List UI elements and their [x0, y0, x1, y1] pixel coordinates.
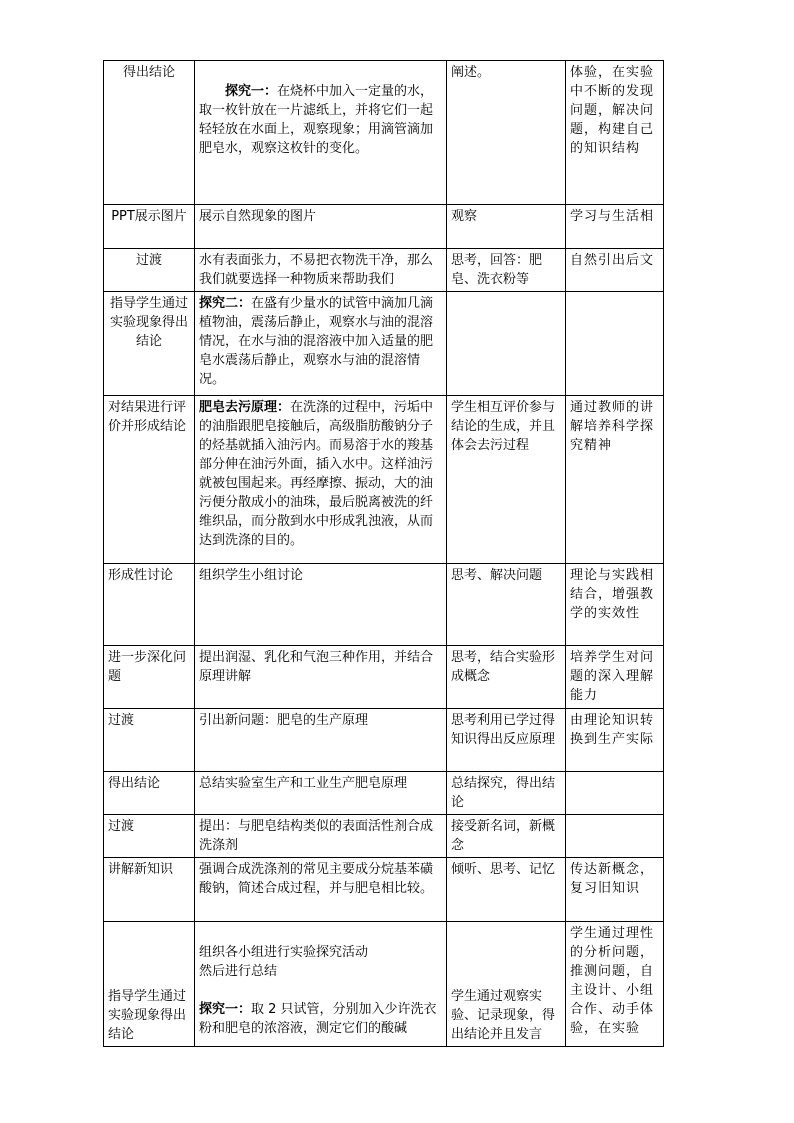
cell-text: 进一步深化问题 — [108, 650, 187, 684]
cell-purpose — [566, 396, 664, 564]
cell-text: 在洗涤的过程中，污垢中的油脂跟肥皂接触后，高级脂肪酸钠分子的烃基就插入油污内。而易溶于水的羧基部分伸在油污外面，插入水中。这样油污就被包围起来。再经摩擦、振动，大的油污便分散成小的油珠，最后脱离被洗的纤维织品，而分散到水中形成乳浊液，从而达到洗涤的目的。 — [199, 400, 434, 548]
cell-text: 学生通过观察实验、记录现象，得出结论并且发言 — [451, 989, 556, 1042]
cell-text: 形成性讨论 — [108, 568, 174, 583]
table-row — [104, 205, 664, 249]
cell-content — [195, 772, 447, 815]
cell-content — [195, 292, 447, 396]
cell-content — [195, 61, 447, 205]
cell-student — [447, 709, 566, 772]
table-row — [104, 858, 664, 922]
cell-text: 提出：与肥皂结构类似的表面活性剂合成洗涤剂 — [199, 819, 434, 853]
cell-text: 体验，在实验中不断的发现问题，解决问题，构建自己的知识结构 — [570, 65, 655, 156]
cell-student — [447, 815, 566, 858]
cell-text: 提出润湿、乳化和气泡三种作用，并结合原理讲解 — [199, 650, 434, 684]
cell-lead: 肥皂去污原理： — [199, 400, 291, 415]
table-row — [104, 249, 664, 292]
cell-text: 由理论知识转换到生产实际 — [570, 713, 655, 747]
cell-text: 过渡 — [108, 713, 135, 728]
cell-text: 引出新问题：肥皂的生产原理 — [199, 713, 369, 728]
cell-text: 展示自然现象的图片 — [199, 209, 317, 224]
cell-text: 总结实验室生产和工业生产肥皂原理 — [199, 776, 408, 791]
cell-text: 强调合成洗涤剂的常见主要成分烷基苯磺酸钠，简述合成过程，并与肥皂相比较。 — [199, 862, 434, 896]
cell-student — [447, 292, 566, 396]
cell-student — [447, 858, 566, 922]
cell-content — [195, 815, 447, 858]
cell-content — [195, 922, 447, 1047]
cell-text: 阐述。 — [451, 65, 491, 80]
cell-text: 自然引出后文 — [570, 253, 655, 268]
cell-text: 得出结论 — [122, 65, 175, 80]
cell-step — [104, 61, 195, 205]
cell-purpose — [566, 922, 664, 1047]
cell-step — [104, 646, 195, 709]
cell-text: 培养学生对问题的深入理解能力 — [570, 650, 655, 703]
cell-text: 得出结论 — [108, 776, 161, 791]
cell-content — [195, 205, 447, 249]
table-row — [104, 646, 664, 709]
cell-intro: 组织各小组进行实验探究活动 — [199, 945, 369, 960]
cell-text: 观察 — [451, 209, 478, 224]
cell-content — [195, 564, 447, 646]
cell-student — [447, 772, 566, 815]
cell-step — [104, 709, 195, 772]
cell-student — [447, 564, 566, 646]
cell-step — [104, 292, 195, 396]
cell-purpose — [566, 709, 664, 772]
cell-text: 讲解新知识 — [108, 862, 174, 877]
cell-text: 学生相互评价参与结论的生成，并且体会去污过程 — [451, 400, 556, 453]
cell-lead: 探究一： — [225, 84, 278, 99]
cell-purpose — [566, 249, 664, 292]
cell-text: PPT展示图片 — [111, 209, 187, 224]
cell-student — [447, 61, 566, 205]
table-row — [104, 292, 664, 396]
cell-lead: 探究一： — [199, 1002, 252, 1017]
cell-content — [195, 858, 447, 922]
cell-text: 思考，结合实验形成概念 — [451, 650, 556, 684]
cell-purpose — [566, 564, 664, 646]
cell-text: 思考利用已学过得知识得出反应原理 — [451, 713, 556, 747]
cell-purpose — [566, 292, 664, 396]
cell-text: 总结探究，得出结论 — [451, 776, 556, 810]
cell-text: 指导学生通过实验现象得出结论 — [108, 989, 187, 1042]
cell-purpose — [566, 646, 664, 709]
cell-step — [104, 249, 195, 292]
table-row — [104, 709, 664, 772]
table-row — [104, 564, 664, 646]
cell-text: 取 2 只试管，分别加入少许洗衣粉和肥皂的浓溶液，测定它们的酸碱 — [199, 1002, 437, 1036]
cell-student — [447, 396, 566, 564]
cell-content — [195, 646, 447, 709]
cell-content — [195, 709, 447, 772]
cell-text: 学习与生活相 — [570, 209, 655, 224]
cell-student — [447, 646, 566, 709]
cell-text: 过渡 — [135, 253, 162, 268]
cell-step — [104, 815, 195, 858]
cell-content — [195, 396, 447, 564]
cell-text: 组织学生小组讨论 — [199, 568, 304, 583]
cell-text: 对结果进行评价并形成结论 — [108, 400, 187, 434]
cell-text: 思考，回答：肥皂、洗衣粉等 — [451, 253, 543, 287]
cell-student — [447, 922, 566, 1047]
cell-step — [104, 396, 195, 564]
table-row — [104, 922, 664, 1047]
cell-text: 思考、解决问题 — [451, 568, 543, 583]
cell-purpose — [566, 205, 664, 249]
cell-purpose — [566, 858, 664, 922]
table-row — [104, 815, 664, 858]
cell-text: 倾听、思考、记忆 — [451, 862, 556, 877]
cell-purpose — [566, 61, 664, 205]
cell-text: 水有表面张力，不易把衣物洗干净，那么我们就要选择一种物质来帮助我们 — [199, 253, 434, 287]
cell-content — [195, 249, 447, 292]
cell-text: 学生通过理性的分析问题，推测问题，自主设计、小组合作、动手体验，在实验 — [570, 926, 655, 1036]
cell-step — [104, 772, 195, 815]
cell-intro: 然后进行总结 — [199, 964, 278, 979]
cell-text: 在盛有少量水的试管中滴加几滴植物油，震荡后静止，观察水与油的混溶情况，在水与油的混溶液中加入适量的肥皂水震荡后静止，观察水与油的混溶情况。 — [199, 296, 434, 387]
cell-text: 接受新名词，新概念 — [451, 819, 556, 853]
cell-purpose — [566, 772, 664, 815]
cell-step — [104, 564, 195, 646]
table-row — [104, 61, 664, 205]
cell-text: 传达新概念，复习旧知识 — [570, 862, 655, 896]
cell-text: 过渡 — [108, 819, 135, 834]
cell-lead: 探究二： — [199, 296, 252, 311]
cell-text: 在烧杯中加入一定量的水，取一枚针放在一片滤纸上，并将它们一起轻轻放在水面上，观察现象；用滴管滴加肥皂水，观察这枚针的变化。 — [199, 84, 434, 156]
cell-student — [447, 249, 566, 292]
cell-text: 通过教师的讲解培养科学探究精神 — [570, 400, 655, 453]
cell-step — [104, 858, 195, 922]
cell-step — [104, 922, 195, 1047]
cell-step — [104, 205, 195, 249]
cell-student — [447, 205, 566, 249]
cell-purpose — [566, 815, 664, 858]
table-row — [104, 396, 664, 564]
cell-text: 指导学生通过实验现象得出结论 — [109, 296, 188, 349]
lesson-plan-table — [103, 60, 664, 1047]
cell-text: 理论与实践相结合，增强教学的实效性 — [570, 568, 655, 621]
table-row — [104, 772, 664, 815]
